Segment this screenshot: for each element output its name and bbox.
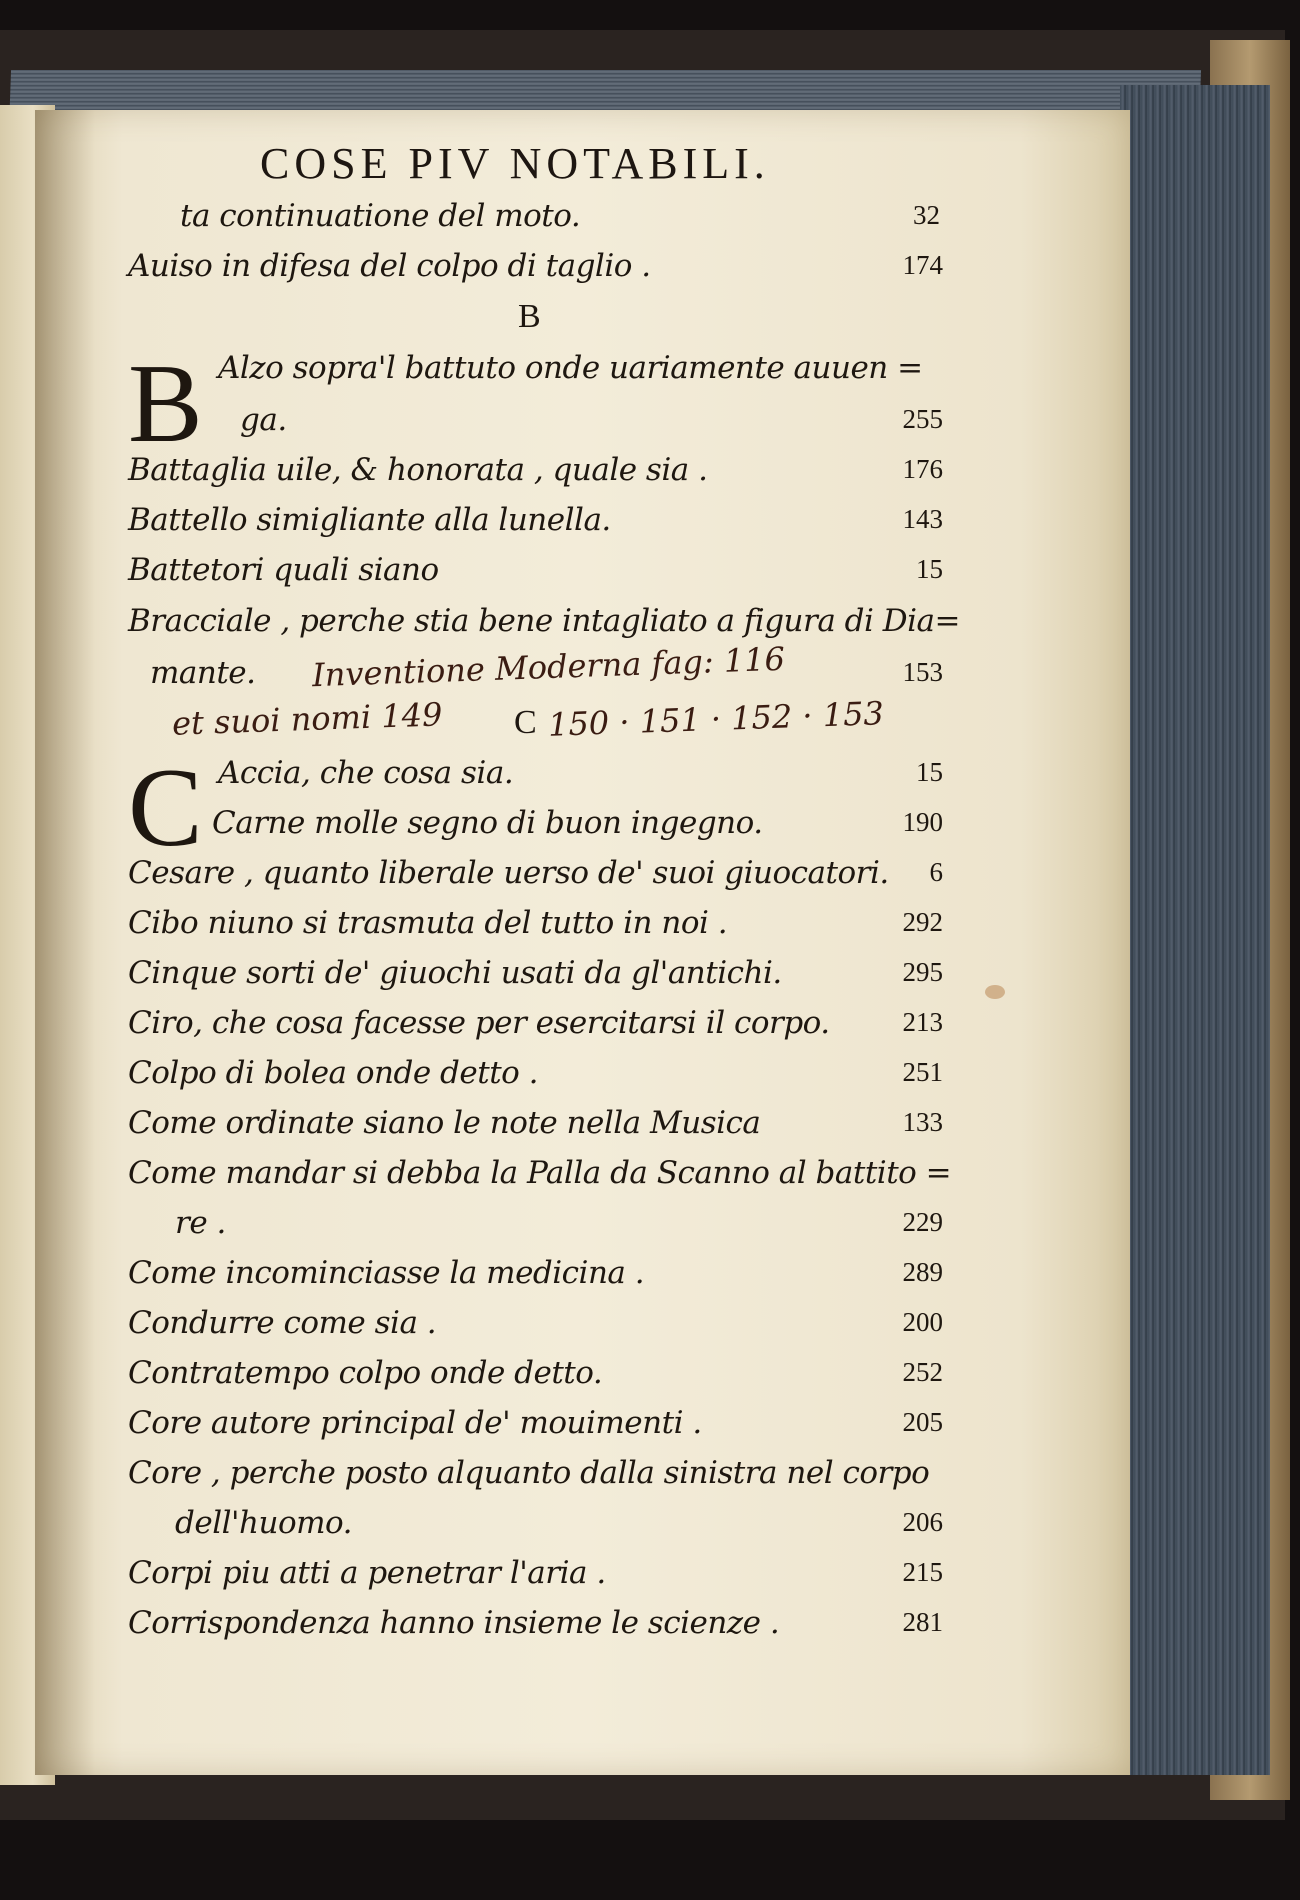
index-entry [128, 955, 943, 1003]
entry-page: 215 [902, 1557, 943, 1587]
entry-page: 133 [902, 1107, 943, 1137]
index-entry [175, 1205, 943, 1253]
entry-text: Come ordinate siano le note nella Musica [128, 1105, 761, 1141]
index-entry [218, 755, 943, 803]
entry-text: mante. [150, 655, 256, 691]
entry-text: Cesare , quanto liberale uerso de' suoi giuocatori. [128, 855, 889, 891]
ink-stain [985, 985, 1005, 999]
entry-text: Battello simigliante alla lunella. [128, 502, 611, 538]
index-entry [128, 905, 943, 953]
entry-page: 15 [916, 554, 943, 584]
index-entry [128, 1255, 943, 1303]
index-entry [128, 1355, 943, 1403]
entry-page: 32 [913, 200, 940, 230]
index-entry [128, 552, 943, 600]
entry-text: Come incominciasse la medicina . [128, 1255, 645, 1291]
entry-text: re . [175, 1205, 226, 1241]
entry-text: ta continuatione del moto. [180, 198, 581, 234]
entry-text: Carne molle segno di buon ingegno. [212, 805, 763, 841]
entry-text: Accia, che cosa sia. [218, 755, 514, 791]
entry-text: Auiso in difesa del colpo di taglio . [128, 248, 651, 284]
index-entry [180, 198, 940, 246]
entry-page: 289 [902, 1257, 943, 1287]
entry-text: Come mandar si debba la Palla da Scanno al battito = [128, 1155, 952, 1191]
entry-page: 255 [902, 404, 943, 434]
index-entry [128, 603, 961, 651]
entry-text: dell'huomo. [175, 1505, 353, 1541]
index-entry [128, 248, 943, 296]
entry-text: Colpo di bolea onde detto . [128, 1055, 539, 1091]
index-entry [218, 350, 943, 398]
entry-text: Cibo niuno si trasmuta del tutto in noi . [128, 905, 728, 941]
entry-page: 229 [902, 1207, 943, 1237]
entry-text: Battetori quali siano [128, 552, 439, 588]
entry-text: Bracciale , perche stia bene intagliato a figura di Dia= [128, 603, 961, 639]
index-entry [128, 1105, 943, 1153]
entry-page: 205 [902, 1407, 943, 1437]
entry-page: 176 [902, 454, 943, 484]
index-entry [128, 1155, 952, 1203]
section-letter-b: B [518, 298, 541, 335]
entry-page: 174 [902, 250, 943, 280]
entry-page: 190 [902, 807, 943, 837]
entry-page: 292 [902, 907, 943, 937]
entry-text: Contratempo colpo onde detto. [128, 1355, 603, 1391]
index-entry [128, 1405, 943, 1453]
entry-page: 143 [902, 504, 943, 534]
index-entry [212, 805, 943, 853]
dropcap-b: B [128, 342, 203, 466]
index-entry [128, 502, 943, 550]
entry-text: ga. [240, 402, 287, 438]
entry-text: Alzo sopra'l battuto onde uariamente auuen = [218, 350, 923, 386]
entry-text: Corrispondenza hanno insieme le scienze . [128, 1605, 780, 1641]
entry-page: 200 [902, 1307, 943, 1337]
index-entry [128, 1055, 943, 1103]
index-entry [128, 1605, 943, 1653]
entry-text: Condurre come sia . [128, 1305, 437, 1341]
index-entry [128, 1005, 943, 1053]
index-entry [128, 1555, 943, 1603]
entry-page: 295 [902, 957, 943, 987]
entry-text: Cinque sorti de' giuochi usati da gl'antichi. [128, 955, 782, 991]
entry-text: Ciro, che cosa facesse per esercitarsi il corpo. [128, 1005, 830, 1041]
entry-page: 153 [902, 657, 943, 687]
index-entry [240, 402, 943, 450]
index-entry [175, 1505, 943, 1553]
entry-text: Battaglia uile, & honorata , quale sia . [128, 452, 708, 488]
entry-page: 213 [902, 1007, 943, 1037]
entry-page: 206 [902, 1507, 943, 1537]
index-entry [128, 855, 943, 903]
entry-page: 251 [902, 1057, 943, 1087]
entry-page: 281 [902, 1607, 943, 1637]
entry-text: Core , perche posto alquanto dalla sinistra nel corpo [128, 1455, 930, 1491]
entry-page: 15 [916, 757, 943, 787]
index-entry [128, 1305, 943, 1353]
entry-page: 252 [902, 1357, 943, 1387]
entry-text: Corpi piu atti a penetrar l'aria . [128, 1555, 606, 1591]
entry-page: 6 [929, 857, 943, 887]
entry-text: Core autore principal de' mouimenti . [128, 1405, 702, 1441]
handwritten-annotation: et suoi nomi 149 [171, 695, 443, 743]
index-entry [128, 1455, 943, 1503]
section-letter-c: C [514, 704, 537, 741]
dropcap-c: C [128, 746, 203, 870]
running-head: COSE PIV NOTABILI. [260, 139, 770, 188]
index-entry [128, 452, 943, 500]
handwritten-annotation: Inventione Moderna fag: 116 [311, 639, 786, 695]
handwritten-annotation: 150 · 151 · 152 · 153 [547, 694, 885, 744]
